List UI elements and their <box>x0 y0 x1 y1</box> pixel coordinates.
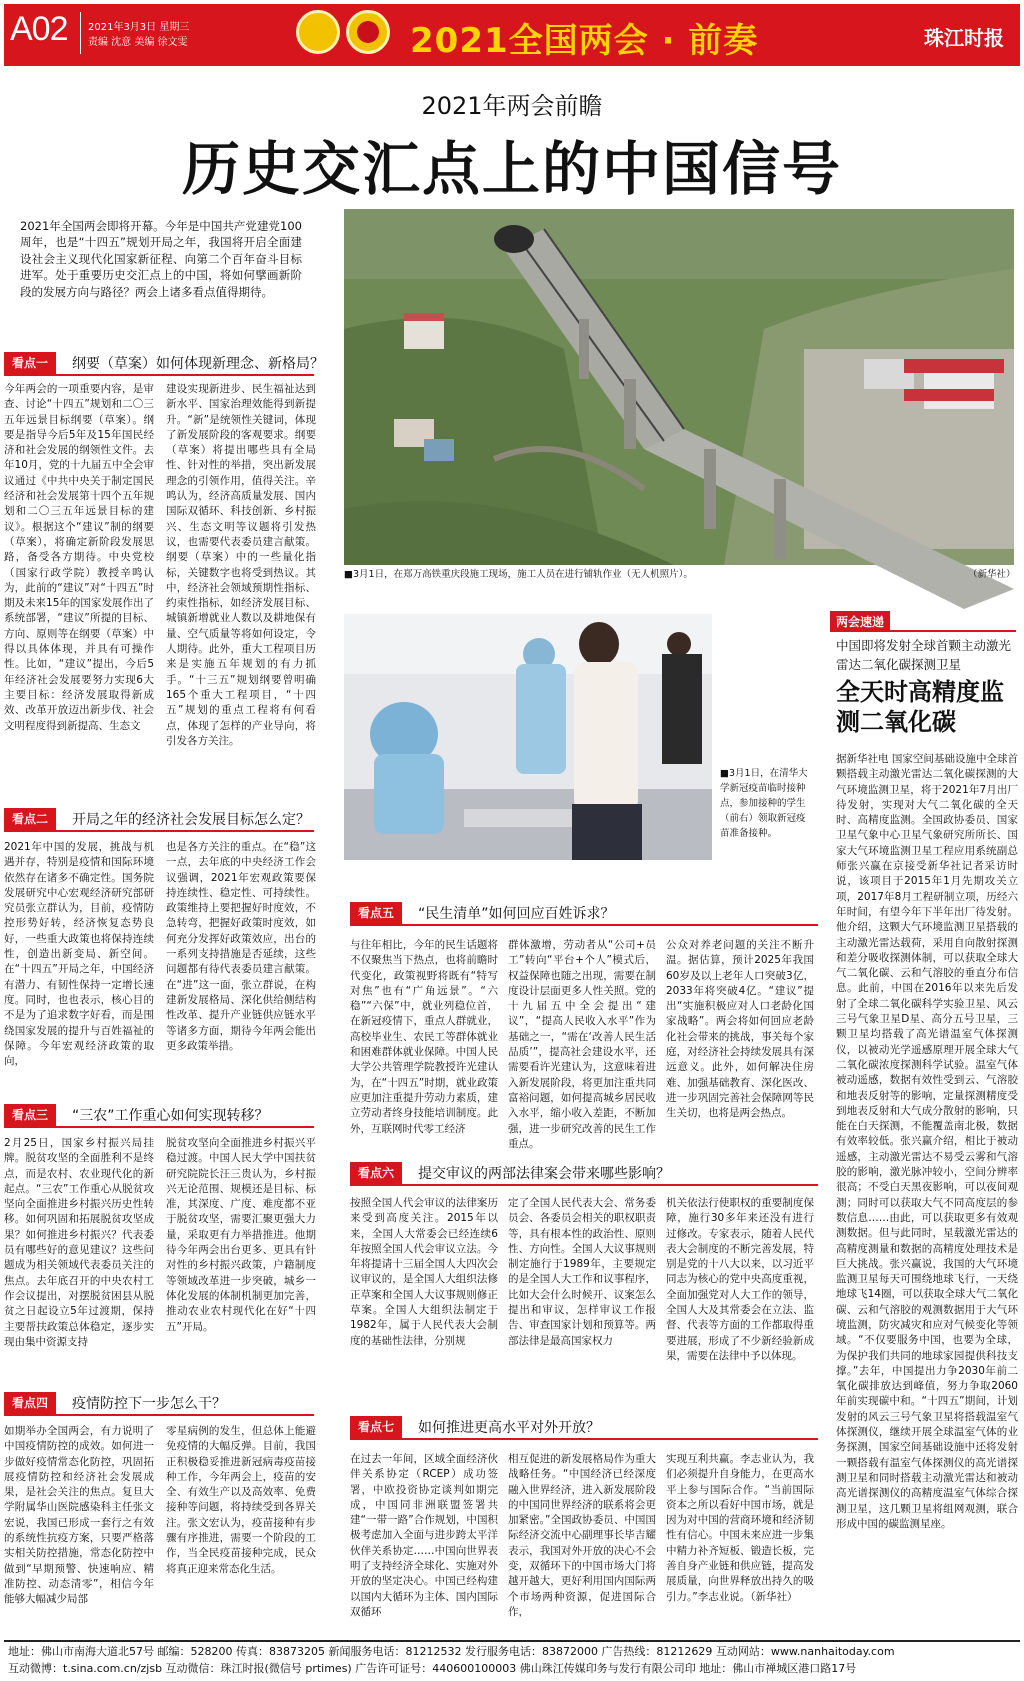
footer-line-2: 互动微博：t.sina.com.cn/zjsb 互动微信：珠江时报(微信号 prtimes) 广告许可证号：440600100003 佛山珠江传媒印务与发行有限公司印 地址：佛山市禅城区港口路17号 <box>8 1662 857 1675</box>
railway-photo-credit: （新华社） <box>968 569 1016 580</box>
section-5-col3: 公众对养老问题的关注不断升温。据估算，预计2025年我国60岁及以上老年人口突破3亿，2033年将突破4亿。“建议”提出“实施积极应对人口老龄化国家战略”。两会将如何回应老龄化社会带来的挑战，事关每个家庭，对经济社会持续发展具有深远意义。此外，如何解决住房难、加强基础教育、深化医改、进一步巩固完善社会保障网等民生关切，也将是两会热点。 <box>666 939 814 1120</box>
section-7-title: 如何推进更高水平对外开放？ <box>418 1420 600 1436</box>
section-7-col3: 实现互利共赢。李志业认为，我们必须提升自身能力，在更高水平上参与国际合作。“当前国际资本之所以看好中国市场，就是因为对中国的营商环境和经济韧性有信心。中国未来应进一步集中精力补齐短板、锻造长板，完善自身产业链和供应链，提高发展质量，向世界释放出持久的吸引力。”李志业说。（新华社） <box>666 1453 814 1603</box>
section-7-header <box>350 1416 818 1440</box>
section-1-title: 纲要（草案）如何体现新理念、新格局？ <box>72 356 324 372</box>
sidebar-tag: 两会速递 <box>830 611 890 632</box>
section-3-title: “三农”工作重心如何实现转移？ <box>72 1108 269 1124</box>
headline: 历史交汇点上的中国信号 <box>181 135 842 203</box>
section-3-col1: 2月25日，国家乡村振兴局挂牌。脱贫攻坚的全面胜利不是终点，而是农村、农业现代化的新起点。“三农”工作重心从脱贫攻坚向全面推进乡村振兴历史性转移。如何巩固和拓展脱贫攻坚成果？如何推进乡村振兴？代表委员有哪些好的意见建议？这些问题成为相关领域代表委员关注的焦点。去年底召开的中央农村工作会议提出，对摆脱贫困县从脱贫之日起设立5年过渡期，保持主要帮扶政策总体稳定，逐步实现由集中资源支持 <box>4 1137 154 1348</box>
section-5-col1: 与往年相比，今年的民生话题将不仅聚焦当下热点，也将前瞻时代变化，政策视野将既有“特写对焦”也有“广角远景”。“六稳”“六保”中，就业列稳位首，在新冠疫情下，重点人群就业，高校毕业生、农民工等群体就业和困难群体就业保障。中国人民大学公共管理学院教授许光建认为，在“十四五”时期，就业政策应更加注重提升劳动力素质，建立劳动者终身技能培训制度。此外，互联网时代零工经济 <box>350 939 498 1135</box>
masthead-divider <box>80 12 81 54</box>
section-6-col1: 按照全国人代会审议的法律案历来受到高度关注。2015年以来，全国人大常委会已经连续6年按照全国人代会审议立法。今年将提请十三届全国人大四次会议审议的，是全国人大组织法修正草案和全国人大议事规则修正草案。全国人大组织法制定于1982年，属于人民代表大会制度的基础性法律，分别规 <box>350 1197 498 1347</box>
section-1-header <box>4 352 324 376</box>
edition-title: 2021全国两会 · 前奏 <box>410 21 759 61</box>
section-2-title: 开局之年的经济社会发展目标怎么定？ <box>72 812 310 828</box>
sidebar-body: 据新华社电 国家空间基础设施中全球首颗搭载主动激光雷达二氧化碳探测的大气环境监测卫星，将于2021年7月出厂待发射，实现对大气二氧化碳的全天时、高精度监测。全国政协委员、国家卫星气象中心卫星气象研究所所长、国家大气环境监测卫星工程应用系统副总师张兴赢在京接受新华社记者采访时说，该项目于2015年1月先期攻关立项，2017年8月工程研制立项，历经六年时间，有望今年下半年出厂待发射。他介绍，这颗大气环境监测卫星搭载的主动激光雷达载荷，采用自向散射探测和差分吸收探测体制，可以获取全球大气二氧化碳、云和气溶胶的垂直分布信息。此前，中国在2016年以来先后发射了全球二氧化碳科学实验卫星、风云三号气象卫星D星、高分五号卫星，三颗卫星均搭载了高光谱温室气体探测仪，以被动光学遥感原理开展全球大气二氧化碳浓度探测科学试验。温室气体被动遥感，数据有效性受到云、气溶胶和地表反射等的影响，定量探测精度受到地表反射和大气成分散射的影响，只能在白天探测，不能覆盖南北极，数据有效率较低。张兴赢介绍，相比于被动遥感，主动激光雷达不易受云雾和气溶胶的影响，激光脉冲较小，空间分辨率很高；不受白天黑夜影响，可以夜间观测；同时可以获取大气不同高度层的参数信息……由此，可以获取更多有效观测数据。但与此同时，星载激光雷达的高精度测量和数据的高精度处理技术是巨大挑战。张兴赢说，我国的大气环境监测卫星每天可围绕地球飞行，一天绕地球飞14圈，可以获取全球大气二氧化碳、云和气溶胶的观测数据用于大气环境监测，防灾减灾和应对气候变化等领域。“不仅要服务中国，也要为全球，为保护我们共同的地球家园提供科技支撑。”去年，中国提出力争2030年前二氧化碳排放达到峰值，努力争取2060年前实现碳中和。“十四五”期间，计划发射的风云三号气象卫星将搭载温室气体探测仪，继续开展全球温室气体的业务探测，国家空间基础设施中还将发射一颗搭载有温室气体探测仪的高光谱探测卫星和同时搭载主动激光雷达和被动高光谱探测仪的高精度温室气体综合探测卫星，这几颗卫星将组网观测，联合形成中国的碳监测星座。 <box>836 753 1018 1530</box>
section-6-col2: 定了全国人民代表大会、常务委员会、各委员会相关的职权职责等，具有根本性的政治性、原则性、方向性。全国人大议事规则制定施行于1989年，主要规定的是全国人大工作和议事程序，比如大会什么时候开、议案怎么提出和审议，怎样审议工作报告、审查国家计划和预算等。两部法律是最高国家权力 <box>508 1197 656 1347</box>
sidebar-subhead: 中国即将发射全球首颗主动激光雷达二氧化碳探测卫星 <box>836 638 1012 672</box>
section-4-tag: 看点四 <box>4 1392 56 1414</box>
section-6-tag: 看点六 <box>350 1162 402 1184</box>
newspaper-logo: 珠江时报 <box>924 26 1004 50</box>
section-4-col2: 零星病例的发生，但总体上能避免疫情的大幅反弹。目前，我国正积极稳妥推进新冠病毒疫苗接种工作，今年两会上，疫苗的安全、有效生产以及高效率、免费接种等问题，将持续受到各界关注。张文宏认为，疫苗接种有步骤有序推进，需要一个阶段的工作，当全民疫苗接种完成，民众将真正迎来常态化生活。 <box>166 1425 316 1575</box>
railway-bridge-photo <box>344 209 1014 565</box>
footer-line-1: 地址：佛山市南海大道北57号 邮编：528200 传真：83873205 新闻服务电话：81212532 发行服务电话：83872000 广告热线：81212629 互动网站：www.nanhaitoday.com <box>8 1645 895 1658</box>
section-5-tag: 看点五 <box>350 902 402 924</box>
lead-paragraph: 2021年全国两会即将开幕。今年是中国共产党建党100周年，也是“十四五”规划开局之年，我国将开启全面建设社会主义现代化国家新征程、向第二个百年奋斗目标进军。处于重要历史交汇点上的中国，将如何擘画新阶段的发展方向与路径？两会上诸多看点值得期待。 <box>20 219 302 299</box>
section-3-header <box>4 1104 314 1128</box>
page-number: A02 <box>10 10 68 48</box>
sidebar-headline: 全天时高精度监测二氧化碳 <box>836 678 1004 736</box>
section-1-col1: 今年两会的一项重要内容，是审查、讨论“十四五”规划和二〇三五年远景目标纲要（草案）。纲要是指导今后5年及15年国民经济和社会发展的纲领性文件。去年10月，党的十九届五中全会审议通过《中共中央关于制定国民经济和社会发展第十四个五年规划和二〇三五年远景目标的建议》。根据这个“建议”制的纲要（草案），将确定新阶段发展思路，备受各方期待。中央党校（国家行政学院）教授辛鸣认为，此前的“建议”对“十四五”时期及未来15年的国家发展作出了系统部署，“建议”所提的目标、方向、原则等在纲要（草案）中得以具体体现，并具有可操作性。比如，“建议”提出，今后5年经济社会发展要努力实现6大主要目标：经济发展取得新成效、改革开放迈出新步伐、社会文明程度得到新提高、生态文 <box>4 383 154 732</box>
section-6-title: 提交审议的两部法律案会带来哪些影响？ <box>418 1166 670 1182</box>
footer-rule <box>4 1640 1020 1642</box>
vaccination-illustration <box>344 614 712 860</box>
section-2-header <box>4 808 314 832</box>
section-1-col2: 建设实现新进步、民生福祉达到新水平、国家治理效能得到新提升。“新”是统领性关键词，体现了新发展阶段的客观要求。纲要（草案）将提出哪些具有全局性、针对性的举措，突出新发展理念的引领作用，值得关注。辛鸣认为，经济高质量发展、国内国际双循环、科技创新、乡村振兴、生态文明等议题将引发热议，也需要代表委员建言献策。纲要（草案）中的一些量化指标，关键数字也将受到热议。其中，经济社会领域预期性指标、约束性指标，如经济发展目标、城镇新增就业人数以及耕地保有量、空气质量等将如何设定，令人期待。此外，重大工程项目历来是实施五年规划的有力抓手。“十三五”规划纲要曾明确165个重大工程项目，“十四五”规划的重点工程将有何看点，体现了怎样的产业导向，将引发各方关注。 <box>166 383 316 747</box>
section-6-header <box>350 1162 818 1186</box>
emblems <box>296 8 392 58</box>
vaccination-photo-caption: ■3月1日，在清华大学新冠疫苗临时接种点，参加接种的学生（前右）领取新冠疫苗准备接种。 <box>720 768 808 839</box>
section-2-col1: 2021年中国的发展，挑战与机遇并存，特别是疫情和国际环境依然存在诸多不确定性。国务院发展研究中心宏观经济研究部研究员张立群认为，目前，疫情防控形势好转，经济恢复态势良好，一些重大政策也将保持连续性，创造出新变局、新空间。在“十四五”开局之年，中国经济有潜力、有韧性保持一定增长速度。同时，也也表示，核心目的不是为了追求数字好看，而是围绕国家发展的提升与百姓福祉的保障。今年宏观经济政策的取向， <box>4 841 154 1068</box>
cppcc-emblem-icon <box>346 10 390 54</box>
national-emblem-icon: ★ <box>296 10 340 54</box>
section-5-title: “民生清单”如何回应百姓诉求？ <box>418 906 615 922</box>
sidebar-rule <box>830 630 1016 632</box>
section-2-col2: 也是各方关注的重点。在“稳”这一点，去年底的中央经济工作会议强调，2021年宏观政策要保持连续性、稳定性、可持续性。政策维持上要把握好时度效，不急转弯，把握好政策时度效，如何充分发挥好政策效应，出台的一系列支持措施是否延续，这些问题都有待代表委员建言献策。在“进”这一面，张立群说，在构建新发展格局、深化供给侧结构性改革、提升产业链供应链水平等诸多方面，期待今年两会能出更多政策举措。 <box>166 841 316 1052</box>
railway-bridge-illustration <box>344 209 1014 565</box>
section-4-col1: 如期举办全国两会，有力说明了中国疫情防控的成效。如何进一步做好疫情常态化防控，巩固拓展疫情防控和经济社会发展成果，是社会关注的焦点。复旦大学附属华山医院感染科主任张文宏说，我国已形成一套行之有效的系统性抗疫方案，只要严格落实相关防控措施，常态化防控中做到“早期预警、快速响应、精准防控、动态清零”，相信今年能够大幅减少局部 <box>4 1425 154 1606</box>
section-1-tag: 看点一 <box>4 352 56 374</box>
section-7-col1: 在过去一年间，区域全面经济伙伴关系协定（RCEP）成功签署，中欧投资协定谈判如期完成，中国同非洲联盟签署共建“一带一路”合作规划，中国积极考虑加入全面与进步跨太平洋伙伴关系协定……中国向世界表明了支持经济全球化、实施对外开放的坚定决心。中国已经构建以国内大循环为主体、国内国际双循环 <box>350 1453 498 1618</box>
section-4-title: 疫情防控下一步怎么干？ <box>72 1396 226 1412</box>
kicker: 2021年两会前瞻 <box>421 92 603 120</box>
section-3-col2: 脱贫攻坚向全面推进乡村振兴平稳过渡。中国人民大学中国扶贫研究院院长汪三贵认为，乡村振兴无论范围、规模还是目标、标准，其深度、广度、难度都不亚于脱贫攻坚，需要汇聚更强大力量，采取更有力举措推进。他期待今年两会出台更多、更具有针对性的乡村振兴政策，户籍制度等领域改革进一步突破，城乡一体化发展的体制机制更加完善，推动农业农村现代化在好“十四五”开局。 <box>166 1137 316 1333</box>
section-7-col2: 相互促进的新发展格局作为重大战略任务。“中国经济已经深度融入世界经济，进入新发展阶段的中国同世界经济的联系将会更加紧密。”全国政协委员、中国国际经济交流中心副理事长毕吉耀表示，我国对外开放的决心不会变，双循环下的中国市场大门将越开越大，更好利用国内国际两个市场两种资源，促进国际合作， <box>508 1453 656 1618</box>
section-7-tag: 看点七 <box>350 1416 402 1438</box>
section-5-header <box>350 902 818 926</box>
railway-photo-caption: ■3月1日，在郑万高铁重庆段施工现场，施工人员在进行铺轨作业（无人机照片）。 <box>344 569 693 580</box>
section-4-header <box>4 1392 314 1416</box>
issue-date: 2021年3月3日 星期三 <box>88 22 190 33</box>
section-5-col2: 群体激增，劳动者从“公司+员工”转向“平台+个人”模式后，权益保障也随之出现，需要在制度设计层面更多人性关照。党的十九届五中全会提出“建议”，“提高人民收入水平”作为基础之一，“需在‘改善人民生活品质’”，提高社会建设水平，还需要看许光建认为，这意味着进入新发展阶段，将更加注重共同富裕问题，如何提高城乡居民收入水平，缩小收入差距，不断加强，进一步研究改善的民生工作重点。 <box>508 939 656 1150</box>
section-2-tag: 看点二 <box>4 808 56 830</box>
editors-credit: 责编 沈意 美编 徐文雯 <box>88 37 188 48</box>
section-6-col3: 机关依法行使职权的重要制度保障，施行30多年来还没有进行过修改。专家表示，随着人民代表大会制度的不断完善发展，特别是党的十八大以来，以习近平同志为核心的党中央高度重视，全面加强党对人大工作的领导，全国人大及其常委会在立法、监督、代表等方面的工作都取得重要进展，形成了不少新经验新成果，需要在法律中予以体现。 <box>666 1197 814 1362</box>
vaccination-photo <box>344 614 712 860</box>
section-3-tag: 看点三 <box>4 1104 56 1126</box>
